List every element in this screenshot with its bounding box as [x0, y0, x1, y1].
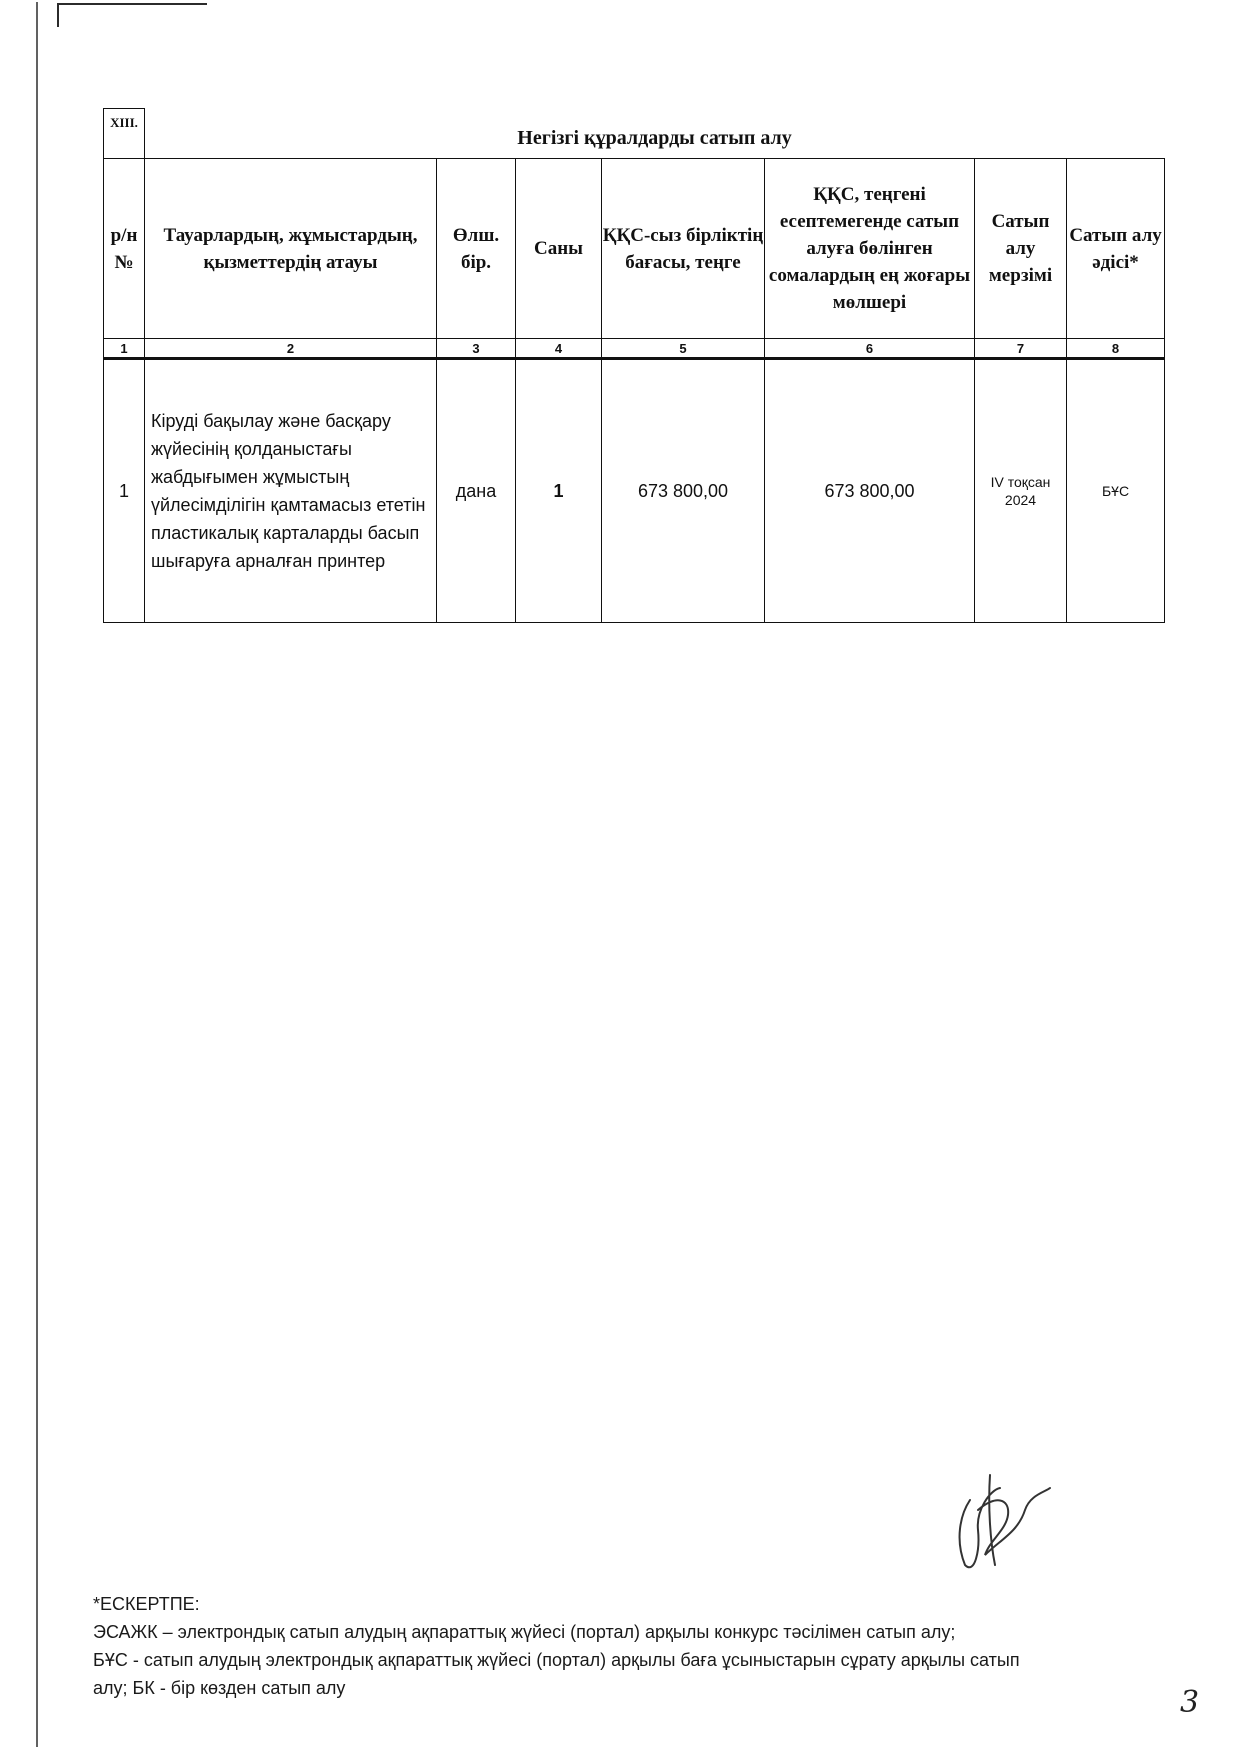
table-row	[104, 359, 1165, 623]
header-num: р/н №	[104, 159, 145, 339]
header-name: Тауарлардың, жұмыстардың, қызметтердің атауы	[145, 159, 437, 339]
procurement-table	[103, 108, 1165, 623]
row-unit: дана	[437, 359, 516, 623]
row-method: БҰС	[1067, 359, 1165, 623]
index-1: 1	[104, 339, 145, 359]
index-5: 5	[602, 339, 765, 359]
footnote-line: ЭСАЖК – электрондық сатып алудың ақпараттық жүйесі (портал) арқылы конкурс тәсілімен сатып алу;	[93, 1622, 956, 1642]
footnote-line: БҰС - сатып алудың электрондық ақпараттық жүйесі (портал) арқылы баға ұсыныстарын сұрату арқылы сатып	[93, 1650, 1020, 1670]
scan-border-left	[36, 2, 38, 1747]
header-max-amount: ҚҚС, теңгені есептемегенде сатып алуға бөлінген сомалардың ең жоғары мөлшері	[765, 159, 975, 339]
scan-corner-top-vertical	[57, 3, 59, 27]
index-row	[104, 339, 1165, 359]
index-2: 2	[145, 339, 437, 359]
index-3: 3	[437, 339, 516, 359]
footnote-line: алу; БК - бір көзден сатып алу	[93, 1678, 346, 1698]
index-8: 8	[1067, 339, 1165, 359]
header-period: Сатып алу мерзімі	[975, 159, 1067, 339]
row-num: 1	[104, 359, 145, 623]
signature	[940, 1470, 1055, 1580]
index-7: 7	[975, 339, 1067, 359]
footnote-heading: *ЕСКЕРТПЕ:	[93, 1594, 200, 1614]
page-number: 3	[1180, 1685, 1200, 1720]
index-6: 6	[765, 339, 975, 359]
row-unit-price: 673 800,00	[602, 359, 765, 623]
header-method: Сатып алу әдісі*	[1067, 159, 1165, 339]
header-qty: Саны	[516, 159, 602, 339]
section-row	[104, 109, 1165, 159]
index-4: 4	[516, 339, 602, 359]
row-qty: 1	[516, 359, 602, 623]
row-max-amount: 673 800,00	[765, 359, 975, 623]
row-item-name: Кіруді бақылау және басқару жүйесінің қолданыстағы жабдығымен жұмыстың үйлесімділігін қамтамасыз ететін пластикалық карталарды басып шығаруға арналған принтер	[145, 359, 437, 623]
scan-corner-top	[57, 3, 207, 5]
header-row	[104, 159, 1165, 339]
row-period: IV тоқсан 2024	[975, 359, 1067, 623]
header-unit: Өлш. бір.	[437, 159, 516, 339]
section-title: Негізгі құралдарды сатып алу	[145, 109, 1165, 159]
section-number: XIII.	[104, 109, 145, 159]
header-unit-price: ҚҚС-сыз бірліктің бағасы, теңге	[602, 159, 765, 339]
footnote	[93, 1590, 1143, 1702]
